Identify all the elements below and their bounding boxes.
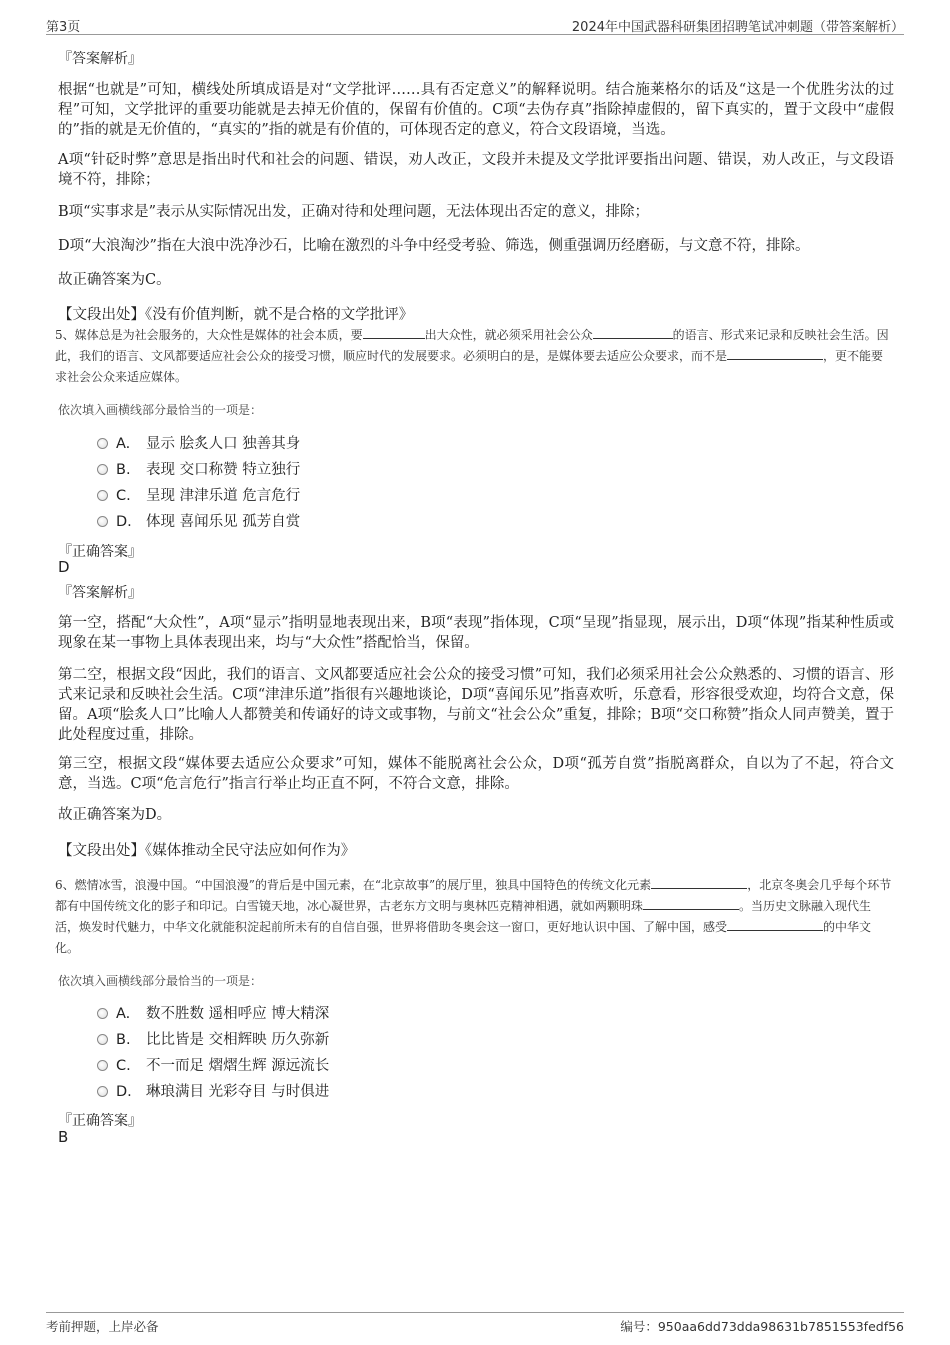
radio-icon[interactable] [97,1034,108,1045]
page-number: 第3页 [46,20,81,35]
analysis-paragraph: 第一空，搭配“大众性”，A项“显示”指明显地表现出来，B项“表现”指体现，C项“呈现”指显现，展示出，D项“体现”指某种性质或现象在某一事物上具体表现出来，均与“大众性”搭配恰当，保留。 [58,615,894,651]
correct-answer-label: 『正确答案』 [58,1113,142,1129]
option-b[interactable]: B. 表现 交口称赞 特立独行 [97,460,300,480]
radio-icon[interactable] [97,1086,108,1097]
analysis-conclusion: 故正确答案为C。 [58,272,171,288]
option-a[interactable]: A. 显示 脍炙人口 独善其身 [97,434,300,454]
analysis-paragraph: D项“大浪淘沙”指在大浪中洗净沙石，比喻在激烈的斗争中经受考验、筛选，侧重强调历经磨砺，与文意不符，排除。 [58,238,810,254]
analysis-label: 『答案解析』 [58,51,142,67]
analysis-paragraph: 第二空，根据文段“因此，我们的语言、文风都要适应社会公众的接受习惯”可知，我们必须采用社会公众熟悉的、习惯的语言、形式来记录和反映社会生活。C项“津津乐道”指很有兴趣地谈论，D项“喜闻乐见”指喜欢听，乐意看，形容很受欢迎，均符合文意，保留。A项“脍炙人口”比喻人人都赞美和传诵好的诗文或事物，与前文“社会公众”重复，排除；B项“交口称赞”指众人同声赞美，置于此处程度过重，排除。 [58,667,894,743]
radio-icon[interactable] [97,490,108,501]
fill-blank [651,876,747,889]
analysis-paragraph: A项“针砭时弊”意思是指出时代和社会的问题、错误，劝人改正，文段并未提及文学批评要指出问题、错误，劝人改正，与文段语境不符，排除； [58,152,894,188]
analysis-conclusion: 故正确答案为D。 [58,807,172,823]
question-6-text: 6、燃情冰雪，浪漫中国。“中国浪漫”的背后是中国元素，在“北京故事”的展厅里，独具中国特色的传统文化元素 ，北京冬奥会几乎每个环节都有中国传统文化的影子和印记。白雪镜天地，冰心凝世界，古老东方文明与奥林匹克精神相遇，就如两颗明珠 。当历史文脉融入现代生活，焕发时代魅力，中华文化就能积淀起前所未有的自信自强，世界将借助冬奥会这一窗口，更好地认识中国、了解中国，感受 的中华文化。 [55,878,892,955]
analysis-paragraph: 根据“也就是”可知，横线处所填成语是对“文学批评……具有否定意义”的解释说明。结合施莱格尔的话及“这是一个优胜劣汰的过程”可知，文学批评的重要功能就是去掉无价值的，保留有价值的。C项“去伪存真”指除掉虚假的，留下真实的，置于文段中“虚假的”指的就是无价值的，“真实的”指的就是有价值的，可体现否定的意义，符合文段语境，当选。 [58,82,894,138]
option-a[interactable]: A. 数不胜数 遥相呼应 博大精深 [97,1004,329,1024]
correct-answer: D [58,558,70,576]
document-serial: 编号：950aa6dd73dda98631b7851553fedf56 [620,1319,904,1334]
radio-icon[interactable] [97,1060,108,1071]
document-title: 2024年中国武器科研集团招聘笔试冲刺题（带答案解析） [571,20,904,35]
radio-icon[interactable] [97,1008,108,1019]
page-footer [46,1312,904,1333]
correct-answer: B [58,1128,69,1146]
question-hint: 依次填入画横线部分最恰当的一项是： [58,974,263,988]
fill-blank [643,897,739,910]
correct-answer-label: 『正确答案』 [58,544,142,560]
page-header [46,14,904,35]
option-d[interactable]: D. 琳琅满目 光彩夺目 与时俱进 [97,1082,329,1102]
fill-blank [593,326,673,339]
radio-icon[interactable] [97,516,108,527]
option-b[interactable]: B. 比比皆是 交相辉映 历久弥新 [97,1030,329,1050]
footer-note: 考前押题，上岸必备 [46,1319,159,1334]
analysis-paragraph: 第三空，根据文段“媒体要去适应公众要求”可知，媒体不能脱离社会公众，D项“孤芳自赏”指脱离群众，自以为了不起，符合文意，当选。C项“危言危行”指言行举止均正直不阿，不符合文意，排除。 [58,756,894,792]
fill-blank [363,326,425,339]
option-c[interactable]: C. 呈现 津津乐道 危言危行 [97,486,300,506]
analysis-paragraph: B项“实事求是”表示从实际情况出发，正确对待和处理问题，无法体现出否定的意义，排除； [58,204,649,220]
analysis-label: 『答案解析』 [58,585,142,601]
question-hint: 依次填入画横线部分最恰当的一项是： [58,403,263,417]
question-5-text: 5、媒体总是为社会服务的，大众性是媒体的社会本质，要 出大众性，就必须采用社会公众 的语言、形式来记录和反映社会生活。因此，我们的语言、文风都要适应社会公众的接受习惯，顺应时代的发展要求。必须明白的是，是媒体要去适应公众要求，而不是 ，更不能要求社会公众来适应媒体。 [55,328,889,384]
radio-icon[interactable] [97,464,108,475]
radio-icon[interactable] [97,438,108,449]
option-c[interactable]: C. 不一而足 熠熠生辉 源远流长 [97,1056,329,1076]
source-citation: 【文段出处】《没有价值判断，就不是合格的文学批评》 [58,307,414,323]
option-d[interactable]: D. 体现 喜闻乐见 孤芳自赏 [97,512,300,532]
fill-blank [727,347,823,360]
fill-blank [727,918,823,931]
source-citation: 【文段出处】《媒体推动全民守法应如何作为》 [58,843,356,859]
